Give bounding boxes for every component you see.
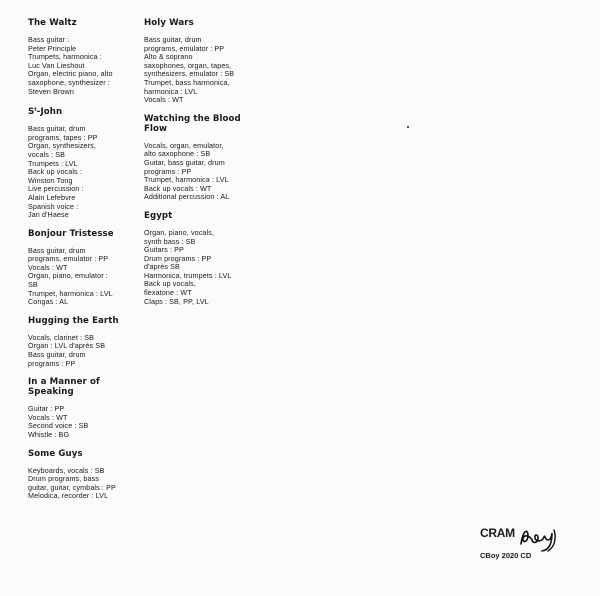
credit-line: Vocals : WT xyxy=(28,412,68,422)
track-title: The Waltz xyxy=(28,18,77,28)
catalog-number: CBoy 2020 CD xyxy=(480,551,532,560)
credit-line: alto saxophone : SB xyxy=(144,149,211,159)
track-section xyxy=(144,18,264,105)
credit-line: guitar, guitar, cymbals : PP xyxy=(28,482,116,492)
credit-line: Luc Van Lieshout xyxy=(28,60,85,70)
track-title: Bonjour Tristesse xyxy=(28,228,114,239)
track-section xyxy=(28,377,140,439)
track-section xyxy=(28,229,140,307)
credit-list xyxy=(28,334,140,368)
track-section xyxy=(28,18,140,96)
credit-line: SB xyxy=(28,280,38,290)
credit-line: flexatone : WT xyxy=(144,288,192,298)
credits-column-left xyxy=(28,18,140,510)
credit-line: Organ, electric piano, alto xyxy=(28,69,113,79)
track-section xyxy=(28,449,140,501)
credit-line: Guitar : PP xyxy=(28,404,65,414)
credit-line: Alto & soprano xyxy=(144,52,193,62)
credit-line: Congas : AL xyxy=(28,297,69,307)
credit-line: Trumpet, harmonica : LVL xyxy=(28,288,113,298)
credit-line: Spanish voice : xyxy=(28,201,79,211)
track-section xyxy=(144,211,264,306)
credit-list xyxy=(28,405,140,439)
credit-line: Trumpet, bass harmonica, xyxy=(144,77,230,87)
credit-line: Claps : SB, PP, LVL xyxy=(144,296,209,306)
logo-script-mark xyxy=(518,524,566,552)
label-logo xyxy=(480,524,570,572)
credit-line: Live percussion : xyxy=(28,184,84,194)
credit-line: Back up vocals : xyxy=(28,167,82,177)
credit-line: Bass guitar, drum xyxy=(28,124,86,134)
track-title: Egypt xyxy=(144,210,173,221)
credit-line: Second voice : SB xyxy=(28,421,89,431)
credit-line: Melodica, recorder : LVL xyxy=(28,491,109,501)
credit-line: programs : PP xyxy=(144,166,192,176)
credit-line: Drum programs : PP xyxy=(144,253,212,263)
credit-line: Vocals : WT xyxy=(28,262,68,272)
credit-line: d'après SB xyxy=(144,262,180,272)
credit-line: saxophone, synthesizer : xyxy=(28,77,110,87)
credit-line: Alain Lefebvre xyxy=(28,192,76,202)
credit-list xyxy=(144,142,264,202)
credit-list xyxy=(28,247,140,307)
credit-line: Organ, synthesizers, xyxy=(28,141,96,151)
credit-list xyxy=(144,229,264,306)
track-title: Hugging the Earth xyxy=(28,315,119,326)
credit-line: Organ, piano, vocals, xyxy=(144,227,215,237)
credit-line: programs, emulator : PP xyxy=(144,43,225,53)
credit-line: Trumpets, harmonica : xyxy=(28,52,102,62)
logo-wordmark: CRAM xyxy=(480,526,515,540)
credit-line: Steven Brown xyxy=(28,86,74,96)
credit-line: Trumpet, harmonica : LVL xyxy=(144,175,229,185)
credit-line: Organ : LVL d'après SB xyxy=(28,341,106,351)
credit-list xyxy=(144,36,264,105)
credit-line: Bass guitar, drum xyxy=(28,245,86,255)
credit-line: Bass guitar, drum xyxy=(28,350,86,360)
credit-line: Peter Principle xyxy=(28,43,77,53)
credit-line: Whistle : BG xyxy=(28,430,70,439)
credit-line: Back up vocals : WT xyxy=(144,183,212,193)
track-title: $S^t$-John xyxy=(28,107,63,118)
track-title: Some Guys xyxy=(28,448,83,459)
credit-line: synthesizers, emulator : SB xyxy=(144,69,235,79)
credits-column-right xyxy=(144,18,264,315)
credit-line: Vocals : WT xyxy=(144,95,184,105)
credit-line: Back up vocals, xyxy=(144,279,196,289)
credit-line: vocals : SB xyxy=(28,149,66,159)
credit-line: programs, emulator : PP xyxy=(28,254,109,264)
credit-line: Additional percussion : AL xyxy=(144,192,230,202)
credit-line: Harmonica, trumpets : LVL xyxy=(144,270,232,280)
credit-line: saxophones, organ, tapes, xyxy=(144,60,232,70)
credit-line: Bass guitar, drum xyxy=(144,35,202,44)
credit-line: Organ, piano, emulator : xyxy=(28,271,108,281)
credit-line: synth bass : SB xyxy=(144,236,196,246)
track-title: In a Manner of Speaking xyxy=(28,377,100,398)
credit-line: Winston Tong xyxy=(28,175,73,185)
credit-line: Jan d'Haese xyxy=(28,210,69,220)
credit-line: programs, tapes : PP xyxy=(28,132,98,142)
track-section xyxy=(28,316,140,368)
track-title: Watching the Blood Flow xyxy=(144,113,241,134)
credit-list xyxy=(28,36,140,96)
credit-line: Bass guitar : xyxy=(28,35,70,44)
credit-line: harmonica : LVL xyxy=(144,86,198,96)
credit-line: Drum programs, bass xyxy=(28,474,99,484)
track-section xyxy=(144,114,264,202)
credit-line: programs : PP xyxy=(28,358,76,368)
credit-line: Vocals, clarinet : SB xyxy=(28,332,95,342)
credit-line: Guitar, bass guitar, drum xyxy=(144,157,225,167)
track-title: Holy Wars xyxy=(144,18,194,28)
credit-line: Guitars : PP xyxy=(144,245,184,255)
speck xyxy=(407,126,409,128)
track-section xyxy=(28,105,140,220)
credit-line: Vocals, organ, emulator, xyxy=(144,140,224,150)
credit-list xyxy=(28,467,140,501)
credit-line: Keyboards, vocals : SB xyxy=(28,465,105,475)
credit-line: Trumpets : LVL xyxy=(28,158,78,168)
credit-list xyxy=(28,125,140,220)
